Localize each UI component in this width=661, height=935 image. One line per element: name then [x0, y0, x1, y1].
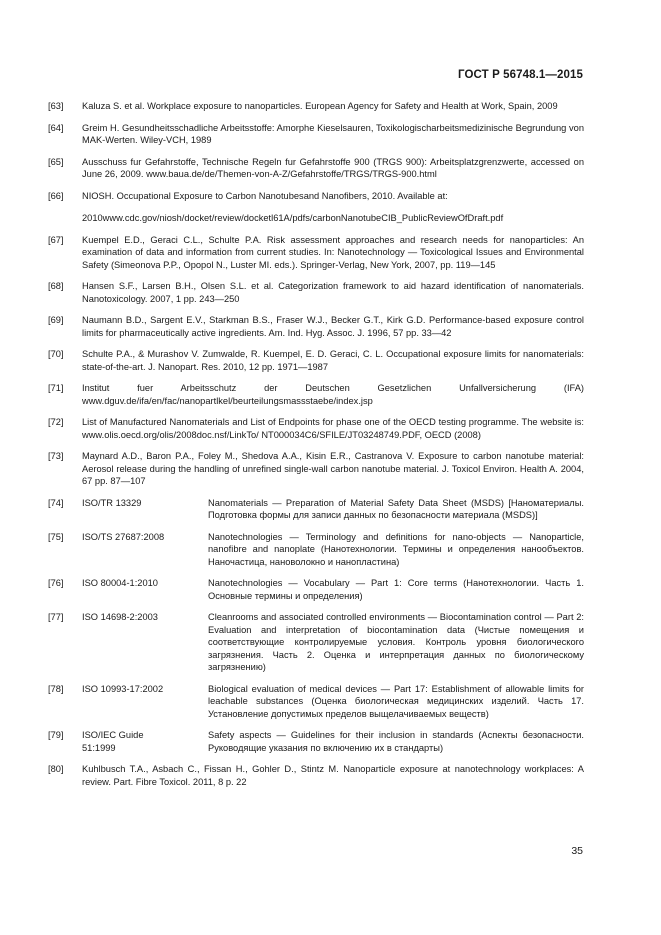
standard-code	[82, 683, 208, 721]
standard-code	[82, 497, 208, 522]
standard-reference-item	[48, 729, 584, 754]
standard-code	[82, 611, 208, 674]
reference-number: [67]	[48, 234, 64, 245]
reference-item	[48, 450, 584, 488]
reference-item	[48, 416, 584, 441]
reference-item	[48, 348, 584, 373]
standard-code-line: ISO 80004-1:2010	[82, 578, 158, 588]
standard-reference-item	[48, 683, 584, 721]
reference-text: Hansen S.F., Larsen B.H., Olsen S.L. et al. Categorization framework to aid hazard identification of nanomaterials. Nanotoxicology. 2007, 1 pp. 243—250	[82, 281, 584, 304]
standard-title: Nanotechnologies — Terminology and definitions for nano-objects — Nanoparticle, nanofibre and nanoplate (Нанотехнологии. Термины и определения нанообъектов. Наночастица, нановолокно и нанопластина)	[208, 531, 584, 567]
reference-item	[48, 156, 584, 181]
reference-text: Ausschuss fur Gefahrstoffe, Technische Regeln fur Gefahrstoffe 900 (TRGS 900): Arbeitsplatzgrenzwerte, accessed on June 26, 2009. www.baua.de/de/Themen-von-A-Z/Gefahrstoffe/TRGS/TRGS-900.html	[82, 156, 584, 179]
standard-code-line: ISO 10993-17:2002	[82, 683, 164, 694]
standard-code-line: ISO/TS 27687:2008	[82, 531, 165, 542]
reference-item	[48, 382, 584, 407]
reference-number: [73]	[48, 451, 64, 461]
standard-code-line: 51:1999	[82, 742, 116, 753]
reference-item	[48, 763, 584, 788]
standard-code	[82, 729, 208, 754]
reference-number: [80]	[48, 764, 64, 774]
reference-item	[48, 314, 584, 339]
reference-text: Kuhlbusch T.A., Asbach C., Fissan H., Gohler D., Stintz M. Nanoparticle exposure at nanotechnology workplaces: A review. Part. Fibre Toxicol. 2011, 8 p. 22	[82, 764, 584, 787]
reference-item	[48, 280, 584, 305]
reference-url: 2010www.cdc.gov/niosh/docket/review/docketl61A/pdfs/carbonNanotubeCIB_PublicReviewOfDraft.pdf	[82, 213, 504, 223]
standard-code-line: ISO 14698-2:2003	[82, 612, 158, 622]
reference-text: Greim H. Gesundheitsschadliche Arbeitsstoffe: Amorphe Kieselsauren, Toxikologischarbeitsmedizinische Begrundung von MAK-Werten. Wiley-VCH, 1989	[82, 122, 584, 145]
bibliography-list	[48, 100, 584, 797]
reference-text: List of Manufactured Nanomaterials and List of Endpoints for phase one of the OECD testing programme. The website is: www.olis.oecd.org/olis/2008doc.nsf/LinkTo/ NT000034C6/SFILE/JT03248749.PDF, OECD (2008)	[82, 417, 584, 440]
reference-number: [71]	[48, 383, 64, 393]
reference-number: [63]	[48, 101, 64, 111]
standard-reference-item	[48, 611, 584, 674]
reference-text: Kaluza S. et al. Workplace exposure to nanoparticles. European Agency for Safety and Health at Work, Spain, 2009	[82, 101, 558, 111]
reference-number: [66]	[48, 190, 64, 201]
reference-number: [70]	[48, 349, 64, 359]
standard-code-line: ISO/IEC Guide	[82, 730, 144, 740]
reference-number: [79]	[48, 730, 64, 740]
reference-text: Kuempel E.D., Geraci C.L., Schulte P.A. Risk assessment approaches and research needs for nanoparticles: An examination of data and information from current studies. In: Nanotechnology — Toxicological Issues and Environmental Safety (Simeonova P.P., Opopol N., Luster MI. eds.). Springer-Verlag, New York, 2007, pp. 119—145	[82, 234, 584, 270]
standard-title: Cleanrooms and associated controlled environments — Biocontamination control — Part 2: Evaluation and interpretation of biocontamination data (Чистые помещения и соответствующие контролируемые условия. Контроль уровня биологического загрязнения. Часть 2. Оценка и интерпретация данных по биологическому загрязнению)	[208, 612, 584, 672]
reference-item	[48, 190, 584, 225]
reference-text	[82, 190, 584, 225]
reference-item	[48, 122, 584, 147]
reference-text: Schulte P.A., & Murashov V. Zumwalde, R. Kuempel, E. D. Geraci, C. L. Occupational exposure limits for nanomaterials: state-of-the-art. J. Nanopart. Res. 2010, 12 pp. 1971—1987	[82, 349, 584, 372]
reference-number: [69]	[48, 315, 64, 325]
reference-item	[48, 234, 584, 272]
standard-title: Safety aspects — Guidelines for their inclusion in standards (Аспекты безопасности. Руководящие указания по включению их в стандарты)	[208, 730, 584, 753]
reference-number: [74]	[48, 497, 64, 508]
standard-reference-item	[48, 497, 584, 522]
reference-text: Maynard A.D., Baron P.A., Foley M., Shedova A.A., Kisin E.R., Castranova V. Exposure to carbon nanotube material: Aerosol release during the handling of unrefined single-wall carbon nanotube material. J. Toxicol Environ. Health A. 2004, 67 pp. 87—107	[82, 451, 584, 486]
standard-reference-item	[48, 531, 584, 569]
reference-number: [76]	[48, 578, 64, 588]
reference-number: [64]	[48, 122, 64, 133]
reference-number: [72]	[48, 417, 64, 427]
reference-text-line: NIOSH. Occupational Exposure to Carbon Nanotubesand Nanofibers, 2010. Available at:	[82, 190, 448, 201]
standard-code-line: ISO/TR 13329	[82, 497, 142, 508]
reference-text: Naumann B.D., Sargent E.V., Starkman B.S., Fraser W.J., Becker G.T., Kirk G.D. Performance-based exposure control limits for pharmaceutically active ingredients. Am. Ind. Hyg. Assoc. J. 1996, 57 pp. 33—42	[82, 315, 584, 338]
standard-reference-item	[48, 577, 584, 602]
document-header-standard: ГОСТ Р 56748.1—2015	[458, 69, 583, 81]
reference-number: [65]	[48, 156, 64, 167]
reference-text: Institut fuer Arbeitsschutz der Deutschen Gesetzlichen Unfallversicherung (IFA) www.dguv.de/ifa/en/fac/nanopartlkel/beurteilungsmassstaebe/index.jsp	[82, 383, 584, 406]
reference-number: [75]	[48, 531, 64, 542]
reference-item	[48, 100, 584, 113]
page-number: 35	[571, 845, 583, 857]
standard-title: Biological evaluation of medical devices — Part 17: Establishment of allowable limits for leachable substances (Оценка биологическая медицинских изделий. Часть 17. Установление допустимых пределов выщелачиваемых веществ)	[208, 683, 584, 719]
reference-number: [78]	[48, 683, 64, 694]
standard-title: Nanotechnologies — Vocabulary — Part 1: Core terms (Нанотехнологии. Часть 1. Основные термины и определения)	[208, 578, 584, 601]
standard-title: Nanomaterials — Preparation of Material Safety Data Sheet (MSDS) [Наноматериалы. Подготовка формы для записи данных по безопасности материала (MSDS)]	[208, 497, 584, 520]
reference-number: [68]	[48, 281, 64, 291]
standard-code	[82, 577, 208, 602]
standard-code	[82, 531, 208, 569]
reference-number: [77]	[48, 612, 64, 622]
